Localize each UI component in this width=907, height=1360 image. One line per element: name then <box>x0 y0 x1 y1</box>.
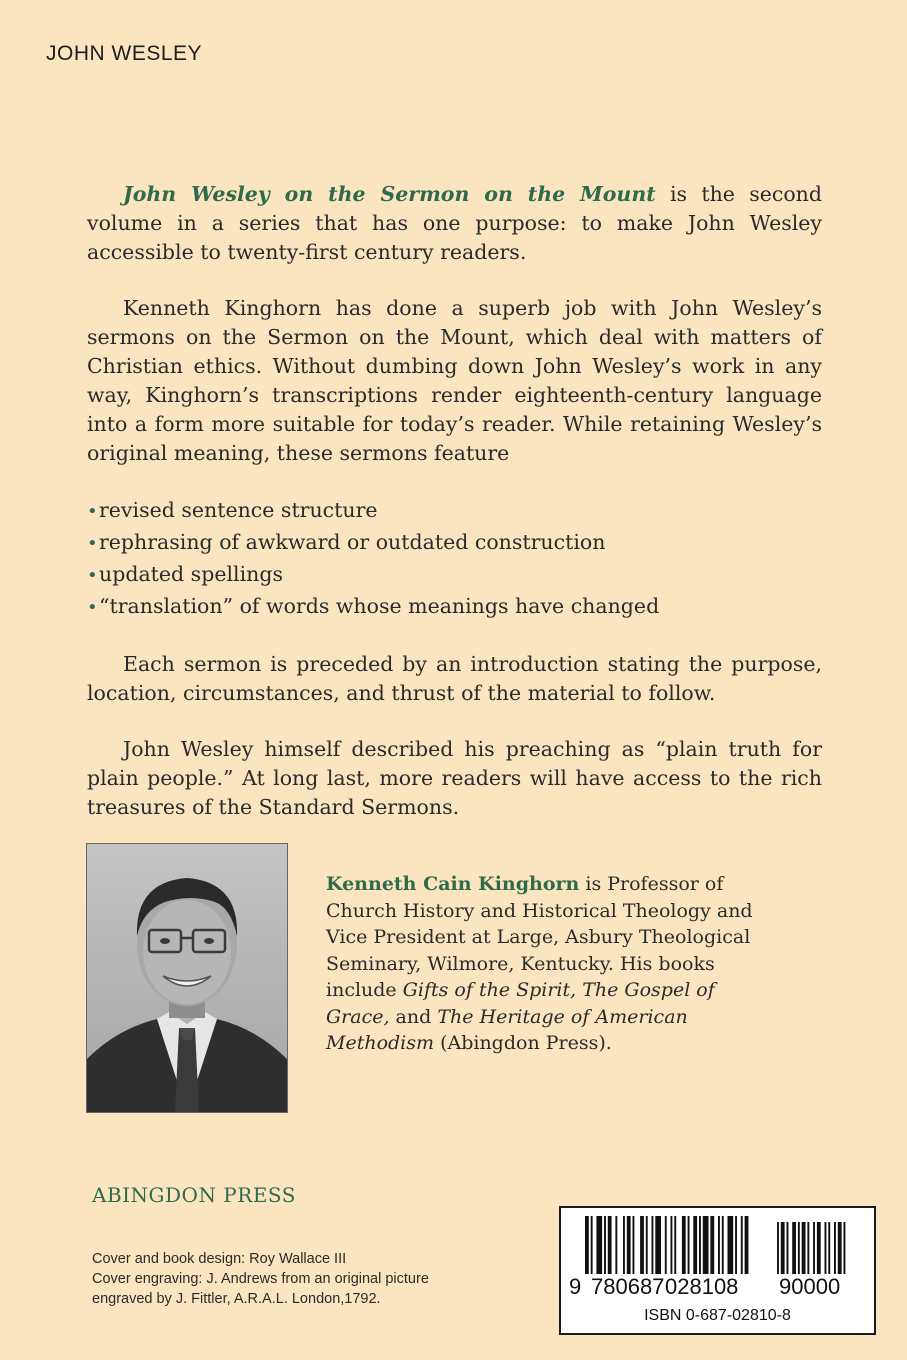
credit-design: Cover and book design: Roy Wallace III <box>92 1251 347 1267</box>
feature-text: revised sentence structure <box>99 498 378 522</box>
list-item <box>87 527 822 559</box>
series-title: JOHN WESLEY <box>46 42 203 65</box>
author-photo <box>86 843 288 1113</box>
author-name: Kenneth Cain Kinghorn <box>326 873 580 895</box>
barcode-addon-digits: 90000 <box>779 1274 841 1299</box>
isbn-number: ISBN 0-687-02810-8 <box>644 1307 791 1324</box>
list-item <box>87 559 822 591</box>
credit-engraver: engraved by J. Fittler, A.R.A.L. London,1792. <box>92 1291 381 1307</box>
barcode-lead-digit: 9 <box>569 1274 582 1299</box>
feature-text: rephrasing of awkward or outdated construction <box>99 530 606 554</box>
feature-text: updated spellings <box>99 562 283 586</box>
barcode <box>559 1206 876 1335</box>
intro-paragraph <box>87 180 822 267</box>
bio-text-connector: and <box>389 1005 438 1028</box>
list-item <box>87 591 822 623</box>
bullet-icon: • <box>87 597 98 618</box>
credit-engraving: Cover engraving: J. Andrews from an original picture <box>92 1271 429 1287</box>
author-bio <box>326 871 766 1057</box>
publisher-name: ABINGDON PRESS <box>92 1183 296 1207</box>
list-item <box>87 495 822 527</box>
author-portrait-icon <box>87 844 287 1112</box>
barcode-icon <box>585 1216 855 1276</box>
bio-text-end: (Abingdon Press). <box>434 1032 612 1054</box>
bullet-icon: • <box>87 501 98 522</box>
book-list-2: The Heritage of American Methodism <box>326 1005 688 1054</box>
barcode-left-digits: 780687 <box>591 1274 665 1299</box>
bullet-icon: • <box>87 533 98 554</box>
feature-text: “translation” of words whose meanings have changed <box>99 594 660 618</box>
cover-credits <box>92 1249 429 1309</box>
paragraph-plain-truth: John Wesley himself described his preaching as “plain truth for plain people.” At long last, more readers will have access to the rich treasures of the Standard Sermons. <box>87 737 822 819</box>
paragraph-sermon-intro: Each sermon is preceded by an introduction stating the purpose, location, circumstances, and thrust of the material to follow. <box>87 652 822 705</box>
bullet-icon: • <box>87 565 98 586</box>
feature-list <box>87 495 822 623</box>
paragraph-kinghorn-work: Kenneth Kinghorn has done a superb job with John Wesley’s sermons on the Sermon on the Mount, which deal with matters of Christian ethics. Without dumbing down John Wesley’s work in any way, Kinghorn’s transcriptions render eighteenth-century language into a form more suitable for today’s reader. While retaining Wesley’s original meaning, these sermons feature <box>87 296 822 465</box>
book-list-1: Gifts of the Spirit, The Gospel of Grace, <box>326 979 715 1028</box>
barcode-right-digits: 028108 <box>665 1274 739 1299</box>
book-title: John Wesley on the Sermon on the Mount <box>123 182 656 206</box>
bio-text: is Professor of Church History and Historical Theology and Vice President at Large, Asbury Theological Seminary, Wilmore, Kentucky. His books include <box>326 873 753 1001</box>
description-text <box>87 180 822 849</box>
intro-text: is the second volume in a series that has one purpose: to make John Wesley accessible to twenty-first century readers. <box>87 182 823 264</box>
